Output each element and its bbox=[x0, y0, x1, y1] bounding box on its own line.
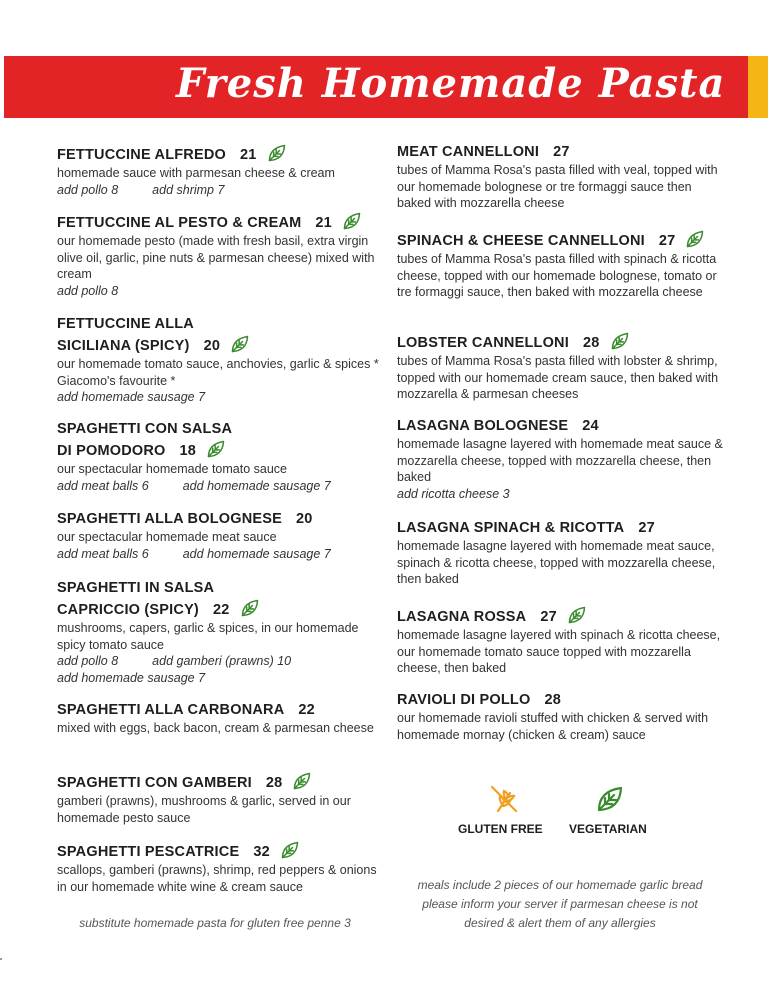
vegetarian-leaf-icon bbox=[230, 334, 250, 354]
vegetarian-leaf-icon bbox=[610, 331, 630, 351]
item-price: 28 bbox=[544, 692, 561, 708]
item-price: 28 bbox=[265, 775, 283, 791]
item-name: LASAGNA ROSSA bbox=[397, 609, 527, 625]
item-name-line2: CAPRICCIO (SPICY) bbox=[57, 602, 199, 618]
menu-item bbox=[57, 420, 387, 494]
item-name: LASAGNA BOLOGNESE bbox=[397, 418, 569, 434]
item-price: 24 bbox=[582, 418, 599, 434]
vegetarian-leaf-icon bbox=[292, 771, 312, 791]
item-addon: add gamberi (prawns) 10 bbox=[152, 654, 292, 668]
item-description: tubes of Mamma Rosa's pasta filled with veal, topped with our homemade bolognese or tre formaggi sauce then baked with mozzarella cheese bbox=[397, 163, 718, 210]
item-addon: add pollo 8 bbox=[57, 283, 119, 298]
page-title: Fresh Homemade Pasta bbox=[176, 60, 726, 107]
item-price: 32 bbox=[253, 844, 270, 860]
note-parmesan: please inform your server if parmesan cheese is not bbox=[422, 897, 698, 911]
item-addon: add meat balls 6 bbox=[57, 478, 149, 493]
item-name-line2: DI POMODORO bbox=[57, 443, 166, 459]
menu-item bbox=[397, 417, 727, 502]
menu-item bbox=[397, 331, 727, 403]
item-name: SPINACH & CHEESE CANNELLONI bbox=[397, 233, 645, 249]
item-price: 21 bbox=[240, 147, 257, 163]
item-price: 20 bbox=[203, 338, 221, 354]
vegetarian-leaf-icon bbox=[206, 439, 226, 459]
menu-item bbox=[57, 510, 387, 562]
item-description: homemade lasagne layered with homemade meat sauce, spinach & ricotta cheese, topped with mozzarella cheese, then baked bbox=[397, 539, 716, 586]
item-price: 22 bbox=[212, 602, 230, 618]
item-name: MEAT CANNELLONI bbox=[397, 144, 540, 160]
item-price: 18 bbox=[179, 443, 197, 459]
item-addon: add homemade sausage 7 bbox=[182, 478, 331, 493]
menu-item bbox=[57, 701, 387, 737]
item-name: SPAGHETTI CON GAMBERI bbox=[57, 775, 252, 791]
item-addon: add pollo 8 bbox=[57, 654, 119, 668]
item-price: 22 bbox=[298, 702, 315, 718]
item-name: SPAGHETTI ALLA BOLOGNESE bbox=[57, 511, 282, 527]
item-addon: add shrimp 7 bbox=[152, 182, 225, 197]
item-name: LOBSTER CANNELLONI bbox=[397, 335, 569, 351]
item-addon: add homemade sausage 7 bbox=[57, 390, 206, 404]
item-description: our homemade tomato sauce, anchovies, garlic & spices * Giacomo's favourite * bbox=[57, 357, 379, 388]
item-price: 27 bbox=[540, 609, 557, 625]
item-description: our homemade ravioli stuffed with chicken & served with homemade mornay (chicken & cream) sauce bbox=[397, 711, 709, 742]
item-description: our homemade pesto (made with fresh basil, extra virgin olive oil, garlic, pine nuts & parmesan cheese) mixed with cream bbox=[57, 234, 375, 281]
item-addons bbox=[57, 478, 387, 495]
item-name: SPAGHETTI ALLA CARBONARA bbox=[57, 702, 285, 718]
item-name: RAVIOLI DI POLLO bbox=[397, 692, 531, 708]
item-name: LASAGNA SPINACH & RICOTTA bbox=[397, 520, 625, 536]
note-allergies: desired & alert them of any allergies bbox=[464, 916, 656, 930]
item-name: FETTUCCINE AL PESTO & CREAM bbox=[57, 215, 302, 231]
menu-item bbox=[57, 143, 387, 198]
vegetarian-leaf-icon bbox=[240, 598, 260, 618]
item-description: our spectacular homemade tomato sauce bbox=[57, 462, 287, 476]
gluten-free-label: GLUTEN FREE bbox=[458, 822, 543, 836]
menu-item bbox=[397, 605, 727, 677]
item-addons bbox=[57, 670, 387, 687]
notes-block bbox=[390, 876, 730, 933]
item-description: scallops, gamberi (prawns), shrimp, red peppers & onions in our homemade white wine & cream sauce bbox=[57, 863, 377, 894]
item-name-line2: SICILIANA (SPICY) bbox=[57, 338, 190, 354]
item-price: 27 bbox=[638, 520, 655, 536]
item-name: SPAGHETTI PESCATRICE bbox=[57, 844, 240, 860]
item-description: homemade lasagne layered with spinach & ricotta cheese, our homemade tomato sauce topped with mozzarella cheese, then baked bbox=[397, 628, 721, 675]
vegetarian-label: VEGETARIAN bbox=[569, 822, 647, 836]
menu-item bbox=[57, 211, 387, 299]
menu-item bbox=[57, 315, 387, 406]
menu-item bbox=[57, 771, 387, 826]
menu-item bbox=[57, 579, 387, 686]
item-price: 28 bbox=[582, 335, 600, 351]
gluten-free-icon bbox=[488, 783, 520, 815]
stray-mark bbox=[0, 958, 2, 960]
item-addons bbox=[57, 546, 387, 563]
menu-item bbox=[397, 691, 727, 743]
header-accent-stripe bbox=[748, 56, 768, 118]
item-addon: add meat balls 6 bbox=[57, 546, 149, 561]
item-price: 21 bbox=[315, 215, 332, 231]
item-description: mushrooms, capers, garlic & spices, in our homemade spicy tomato sauce bbox=[57, 621, 359, 652]
note-garlic-bread: meals include 2 pieces of our homemade garlic bread bbox=[417, 878, 703, 892]
item-description: tubes of Mamma Rosa's pasta filled with spinach & ricotta cheese, topped with our homemade bolognese, tomato or tre formaggi sauce, then baked with mozzarella cheese bbox=[397, 252, 717, 299]
vegetarian-leaf-icon bbox=[267, 143, 287, 163]
vegetarian-leaf-icon bbox=[685, 229, 705, 249]
item-name: SPAGHETTI IN SALSA bbox=[57, 580, 215, 596]
note-gluten-free-substitute: substitute homemade pasta for gluten free penne 3 bbox=[79, 916, 351, 930]
item-name: SPAGHETTI CON SALSA bbox=[57, 421, 233, 437]
item-description: homemade lasagne layered with homemade meat sauce & mozzarella cheese, topped with mozzarella cheese, then baked bbox=[397, 437, 723, 484]
vegetarian-leaf-icon bbox=[567, 605, 587, 625]
item-name: FETTUCCINE ALFREDO bbox=[57, 147, 226, 163]
menu-item bbox=[397, 229, 727, 301]
item-addons bbox=[57, 389, 387, 406]
vegetarian-leaf-icon bbox=[342, 211, 362, 231]
item-addons bbox=[57, 653, 387, 670]
item-price: 27 bbox=[553, 144, 570, 160]
menu-item bbox=[397, 519, 727, 588]
vegetarian-icon bbox=[594, 783, 626, 815]
item-addon: add homemade sausage 7 bbox=[182, 546, 331, 561]
item-price: 27 bbox=[658, 233, 676, 249]
item-addons bbox=[397, 486, 727, 503]
item-description: mixed with eggs, back bacon, cream & parmesan cheese bbox=[57, 721, 374, 735]
item-addon: add homemade sausage 7 bbox=[57, 670, 206, 685]
item-description: our spectacular homemade meat sauce bbox=[57, 530, 277, 544]
menu-item bbox=[397, 143, 727, 212]
menu-item bbox=[57, 840, 387, 895]
item-description: tubes of Mamma Rosa's pasta filled with lobster & shrimp, topped with our homemade cream sauce, then baked with mozzarella & parmesan cheeses bbox=[397, 354, 719, 401]
vegetarian-leaf-icon bbox=[280, 840, 300, 860]
item-description: homemade sauce with parmesan cheese & cream bbox=[57, 166, 335, 180]
item-price: 20 bbox=[296, 511, 313, 527]
item-addon: add ricotta cheese 3 bbox=[397, 486, 510, 501]
item-name: FETTUCCINE ALLA bbox=[57, 316, 194, 332]
item-addons bbox=[57, 182, 387, 199]
item-description: gamberi (prawns), mushrooms & garlic, served in our homemade pesto sauce bbox=[57, 794, 351, 825]
item-addons bbox=[57, 283, 387, 300]
item-addon: add pollo 8 bbox=[57, 182, 119, 197]
